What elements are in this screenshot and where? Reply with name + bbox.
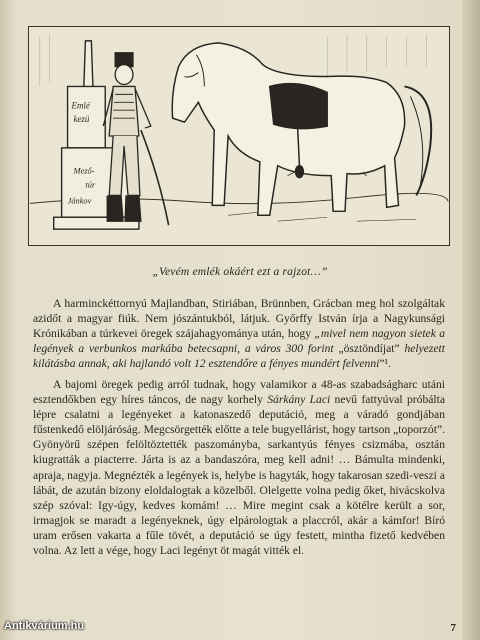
stone-line-2: túr	[85, 179, 96, 190]
stone-line-3: Jánkov	[67, 195, 92, 206]
illustration	[28, 26, 450, 246]
person-name: Sárkány Laci	[267, 393, 331, 407]
plaque-line-2: kezü	[73, 114, 90, 125]
horse-figure	[172, 43, 431, 215]
paragraph	[33, 296, 445, 371]
page-edge-shadow	[462, 0, 480, 640]
paragraph-text: A bajomi öregek pedig arról tudnak, hogy valamikor a 48-as szabadságharc utáni esztendőkben egy híres táncos, de nagy korhely	[33, 378, 445, 407]
stone-line-1: Mező-	[73, 165, 95, 176]
ink-drawing	[29, 27, 449, 245]
body-text	[33, 296, 445, 558]
plaque-line-1: Emlé	[71, 100, 90, 111]
paragraph	[33, 377, 445, 558]
quoted-text: „mivel nem nagyon sietek a legények a verbunkos markába betecsapni, a város 300 forint	[33, 327, 445, 356]
watermark: Antikvárium.hu	[4, 620, 85, 632]
paragraph-text: nevű fattyúval próbálta lépre csalatni a legényeket a katonaszedő deputáció, meg a váradó gondjában fűstenkedő elöljáróság. Megcsörgették előtte a tele bugyellárist, hogy tartson „toporzót”. Gyönyörű szépen felöltöztették paszományba, sarkantyús fényes csizmába, osztán kiugratták a piacterre. Járta is az a bandaszóra, meg kell adni! … Bámulta mindenki, apraja, nagyja. Megnézték a legények is, helybe is hagyták, hogy takarosan szedi-veszi a lábát, de azután bizony eloldalogtak a közelből. Olelgette volna pedig őket, hivácskolva szép szóval: Igy-úgy, kedves komám! … Mire megint csak a kötélre került a sor, irmagjok se maradt a legényeknek, úgy elpárologtak a placcról, akár a kámfor! Bíró uram erősen vakarta a fűle tövét, a deputáció se úgy festett, mintha fizető kedvében volna. Az lett a vége, hogy Laci legényt öt magát vitték el.	[33, 393, 445, 557]
page-number: 7	[450, 622, 456, 634]
quoted-text: helyezett kilátásba annak, aki hajlandó volt 12 esztendőre a fényes mundért felvenni	[33, 342, 445, 371]
paragraph-text: A harminckéttornyú Majlandban, Stiriában, Brünnben, Grácban meg hol szolgáltak azidőt a magyar fiúk. Nem jószántukból, látjuk. Győrffy István írja a Nagykunsági Krónikában a túrkevei öregek szájahagyománya után, hogy	[33, 297, 445, 341]
footnote-ref: ”¹.	[379, 357, 391, 371]
quoted-word: „ösztöndíjat”	[338, 342, 400, 356]
illustration-caption: „Vevém emlék okáért ezt a rajzot…”	[152, 266, 328, 278]
